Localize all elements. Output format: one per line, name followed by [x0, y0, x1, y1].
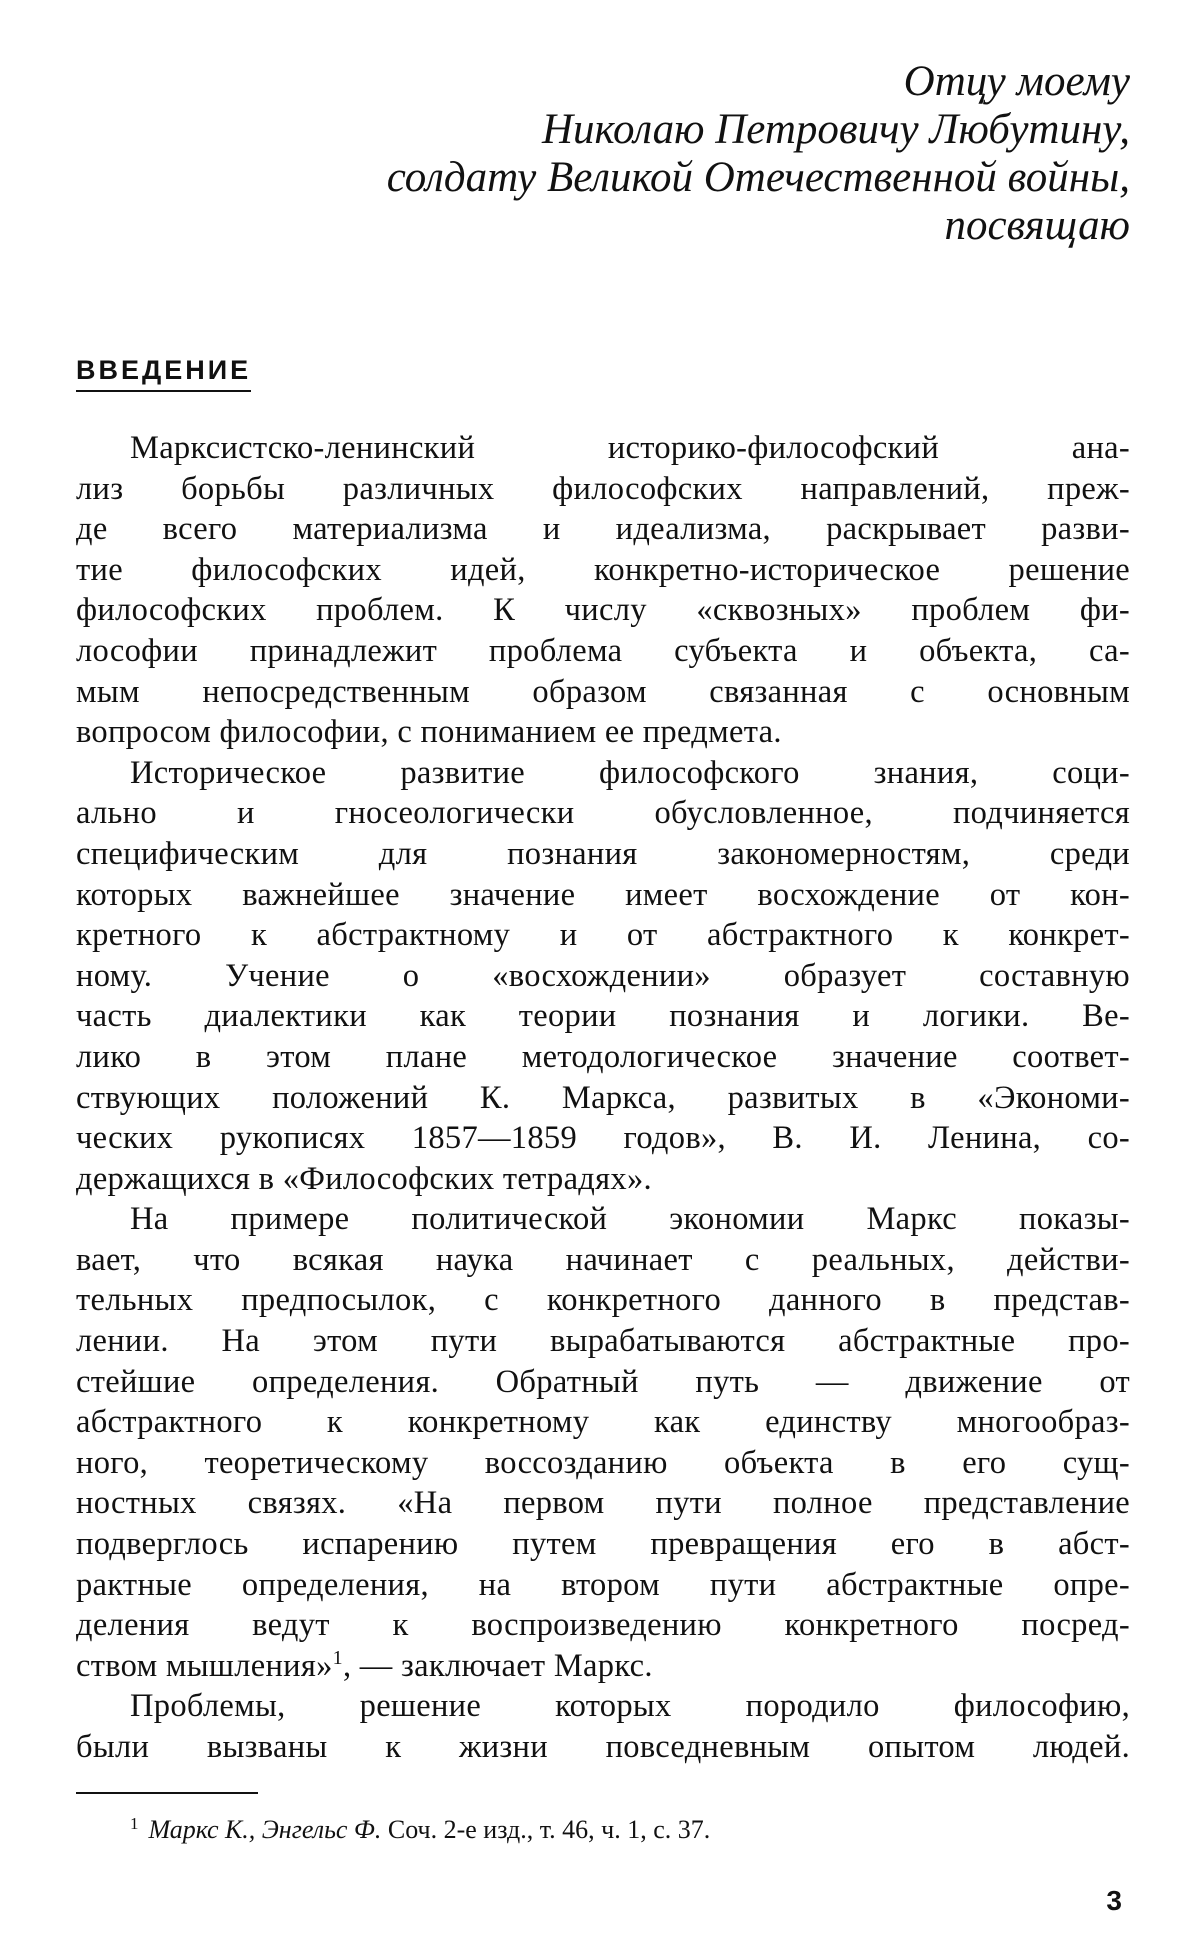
text-line: подверглось испарению путем превращения его в абст- — [76, 1526, 1130, 1563]
text-line: ному. Учение о «восхождении» образует составную — [76, 957, 1130, 994]
text-line: деления ведут к воспроизведению конкретного посред- — [76, 1607, 1130, 1644]
text-line: тельных предпосылок, с конкретного данного в представ- — [76, 1282, 1130, 1319]
footnote-divider — [76, 1792, 258, 1794]
dedication — [130, 58, 1130, 250]
footnote-citation: Соч. 2-е изд., т. 46, ч. 1, с. 37. — [381, 1815, 711, 1844]
text-line: философских проблем. К числу «сквозных» проблем фи- — [76, 592, 1130, 629]
text-line: стейшие определения. Обратный путь — движение от — [76, 1363, 1130, 1400]
footnote — [130, 1808, 710, 1846]
footnote-authors: Маркс К., Энгельс Ф. — [148, 1815, 382, 1844]
text-line: кретного к абстрактному и от абстрактного к конкрет- — [76, 917, 1130, 954]
footnote-marker: 1 — [130, 1814, 139, 1833]
page-number: 3 — [1106, 1885, 1122, 1916]
text-line: вает, что всякая наука начинает с реальных, действи- — [76, 1241, 1130, 1278]
paragraph — [76, 428, 1130, 753]
text-line: лиз борьбы различных философских направлений, преж- — [76, 470, 1130, 507]
text-line: рактные определения, на втором пути абстрактные опре- — [76, 1566, 1130, 1603]
dedication-line: солдату Великой Отечественной войны, — [386, 154, 1130, 201]
text-line: лении. На этом пути вырабатываются абстрактные про- — [76, 1323, 1130, 1360]
section-heading: ВВЕДЕНИЕ — [76, 355, 251, 392]
footnote-reference: 1 — [332, 1646, 343, 1669]
dedication-line: Отцу моему — [903, 58, 1130, 105]
text-line: лико в этом плане методологическое значение соответ- — [76, 1038, 1130, 1075]
dedication-line: посвящаю — [944, 202, 1130, 249]
text-line: часть диалектики как теории познания и логики. Ве- — [76, 998, 1130, 1035]
text-line: де всего материализма и идеализма, раскрывает разви- — [76, 511, 1130, 548]
text-line: мым непосредственным образом связанная с основным — [76, 673, 1130, 710]
text-line: держащихся в «Философских тетрадях». — [76, 1160, 652, 1197]
text-line — [76, 1646, 1130, 1687]
paragraph — [76, 1686, 1130, 1767]
text-line: которых важнейшее значение имеет восхождение от кон- — [76, 876, 1130, 913]
text-line: были вызваны к жизни повседневным опытом людей. — [76, 1729, 1130, 1765]
dedication-line: Николаю Петровичу Любутину, — [541, 106, 1130, 153]
quote-tail: , — заключает Маркс. — [342, 1647, 653, 1684]
text-line: ческих рукописях 1857—1859 годов», В. И. Ленина, со- — [76, 1120, 1130, 1157]
text-line: Марксистско-ленинский историко-философский ана- — [130, 430, 1130, 466]
body-text — [76, 428, 1130, 1768]
text-line: На примере политической экономии Маркс показы- — [130, 1201, 1130, 1238]
quote-end: ством мышления» — [76, 1647, 333, 1684]
text-line: вопросом философии, с пониманием ее предмета. — [76, 714, 782, 751]
paragraph — [76, 753, 1130, 1200]
paragraph — [76, 1199, 1130, 1686]
text-line: ного, теоретическому воссозданию объекта в его сущ- — [76, 1444, 1130, 1481]
text-line: тие философских идей, конкретно-историческое решение — [76, 551, 1130, 588]
text-line: лософии принадлежит проблема субъекта и объекта, са- — [76, 632, 1130, 669]
text-line: Историческое развитие философского знания, соци- — [130, 754, 1130, 791]
text-line: специфическим для познания закономерностям, среди — [76, 835, 1130, 872]
text-line: Проблемы, решение которых породило философию, — [130, 1688, 1130, 1725]
text-line: абстрактного к конкретному как единству многообраз- — [76, 1404, 1130, 1441]
text-line: ально и гносеологически обусловленное, подчиняется — [76, 795, 1130, 832]
text-line: ностных связях. «На первом пути полное представление — [76, 1485, 1130, 1522]
text-line: ствующих положений К. Маркса, развитых в «Экономи- — [76, 1079, 1130, 1116]
